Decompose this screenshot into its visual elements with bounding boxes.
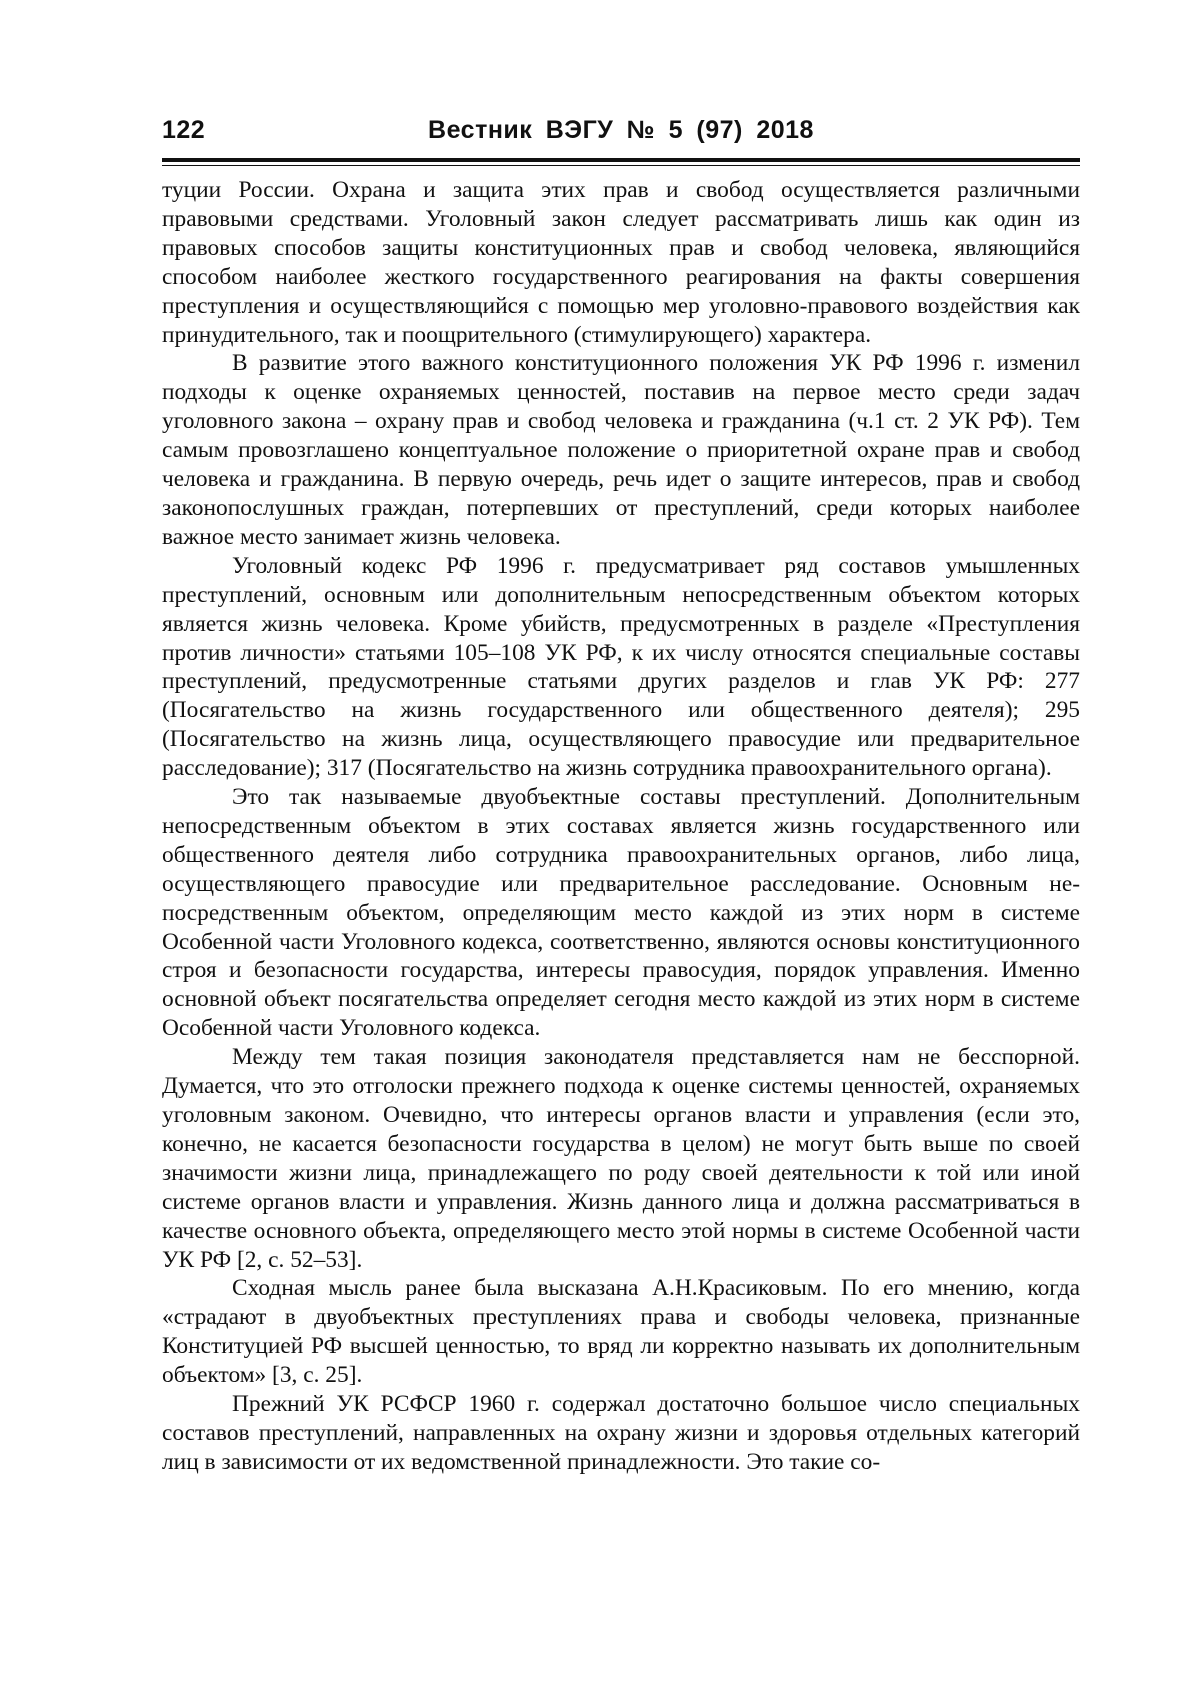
header-rule-thin: [162, 165, 1080, 166]
article-body: [162, 176, 1080, 1477]
paragraph: Между тем такая позиция законодателя представляется нам не бесспорной. Думается, что это отголоски прежнего подхода к оценке системы ценностей, охраняемых уголовным законом. Очевидно, что интересы органов власти и управления (если это, конечно, не касается безопасности государства в целом) не могут быть выше по своей значимости жизни лица, принадлежащего по роду своей деятельности к той или иной системе органов власти и управления. Жизнь данного лица и должна рассматриваться в качестве основного объекта, определяющего место этой нормы в системе Особенной части УК РФ [2, с. 52–53].: [162, 1044, 1080, 1273]
paragraph: Это так называемые двуобъектные составы преступлений. Дополнительным непосредственным объектом в этих составах является жизнь государственного или общественного деятеля либо сотрудника правоохранительных органов, либо лица, осуществляющего правосудие или предварительное расследование. Основным непосредственным объектом, определяющим место каждой из этих норм в системе Особенной части Уголовного кодекса, соответственно, являются основы конституционного строя и безопасности государства, интересы правосудия, порядок управления. Именно основной объект посягательства определяет сегодня место каждой из этих норм в системе Особенной части Уголовного кодекса.: [162, 784, 1080, 1042]
page-number: 122: [162, 116, 206, 144]
paragraph-continuation: туции России. Охрана и защита этих прав и свобод осуществляется различными правовыми средствами. Уголовный закон следует рассматривать лишь как один из правовых способов защиты конституционных прав и свобод человека, являющийся способом наиболее жесткого государственного реагирования на факты совершения преступления и осуществляющийся с помощью мер уголовно-правового воздействия как принудительного, так и поощрительного (стимулирующего) характера.: [162, 177, 1080, 348]
running-head: [162, 112, 1080, 152]
paragraph: Сходная мысль ранее была высказана А.Н.Красиковым. По его мнению, когда «страдают в двуобъектных преступлениях права и свободы человека, признанные Конституцией РФ высшей ценностью, то вряд ли корректно называть их дополнительным объектом» [3, с. 25].: [162, 1275, 1080, 1389]
header-rule-thick: [162, 158, 1080, 162]
paragraph: В развитие этого важного конституционного положения УК РФ 1996 г. изменил подходы к оценке охраняемых ценностей, поставив на первое место среди задач уголовного закона – охрану прав и свобод человека и гражданина (ч.1 ст. 2 УК РФ). Тем самым провозглашено концептуальное положение о приоритетной охране прав и свобод человека и гражданина. В первую очередь, речь идет о защите интересов, прав и свобод законопослушных граждан, потерпевших от преступлений, среди которых наиболее важное место занимает жизнь человека.: [162, 350, 1080, 550]
journal-page: [162, 112, 1080, 1477]
paragraph: Уголовный кодекс РФ 1996 г. предусматривает ряд составов умышленных преступлений, основным или дополнительным непосредственным объектом которых является жизнь человека. Кроме убийств, предусмотренных в разделе «Преступления против личности» статьями 105–108 УК РФ, к их числу относятся специальные составы преступлений, предусмотренные статьями других разделов и глав УК РФ: 277 (Посягательство на жизнь государственного или общественного деятеля); 295 (Посягательство на жизнь лица, осуществляющего правосудие или предварительное расследование); 317 (Посягательство на жизнь сотрудника правоохранительного органа).: [162, 552, 1080, 782]
paragraph: Прежний УК РСФСР 1960 г. содержал достаточно большое число специальных составов преступлений, направленных на охрану жизни и здоровья отдельных категорий лиц в зависимости от их ведомственной принадлежности. Это такие со-: [162, 1391, 1080, 1475]
journal-title: Вестник ВЭГУ № 5 (97) 2018: [428, 116, 814, 144]
